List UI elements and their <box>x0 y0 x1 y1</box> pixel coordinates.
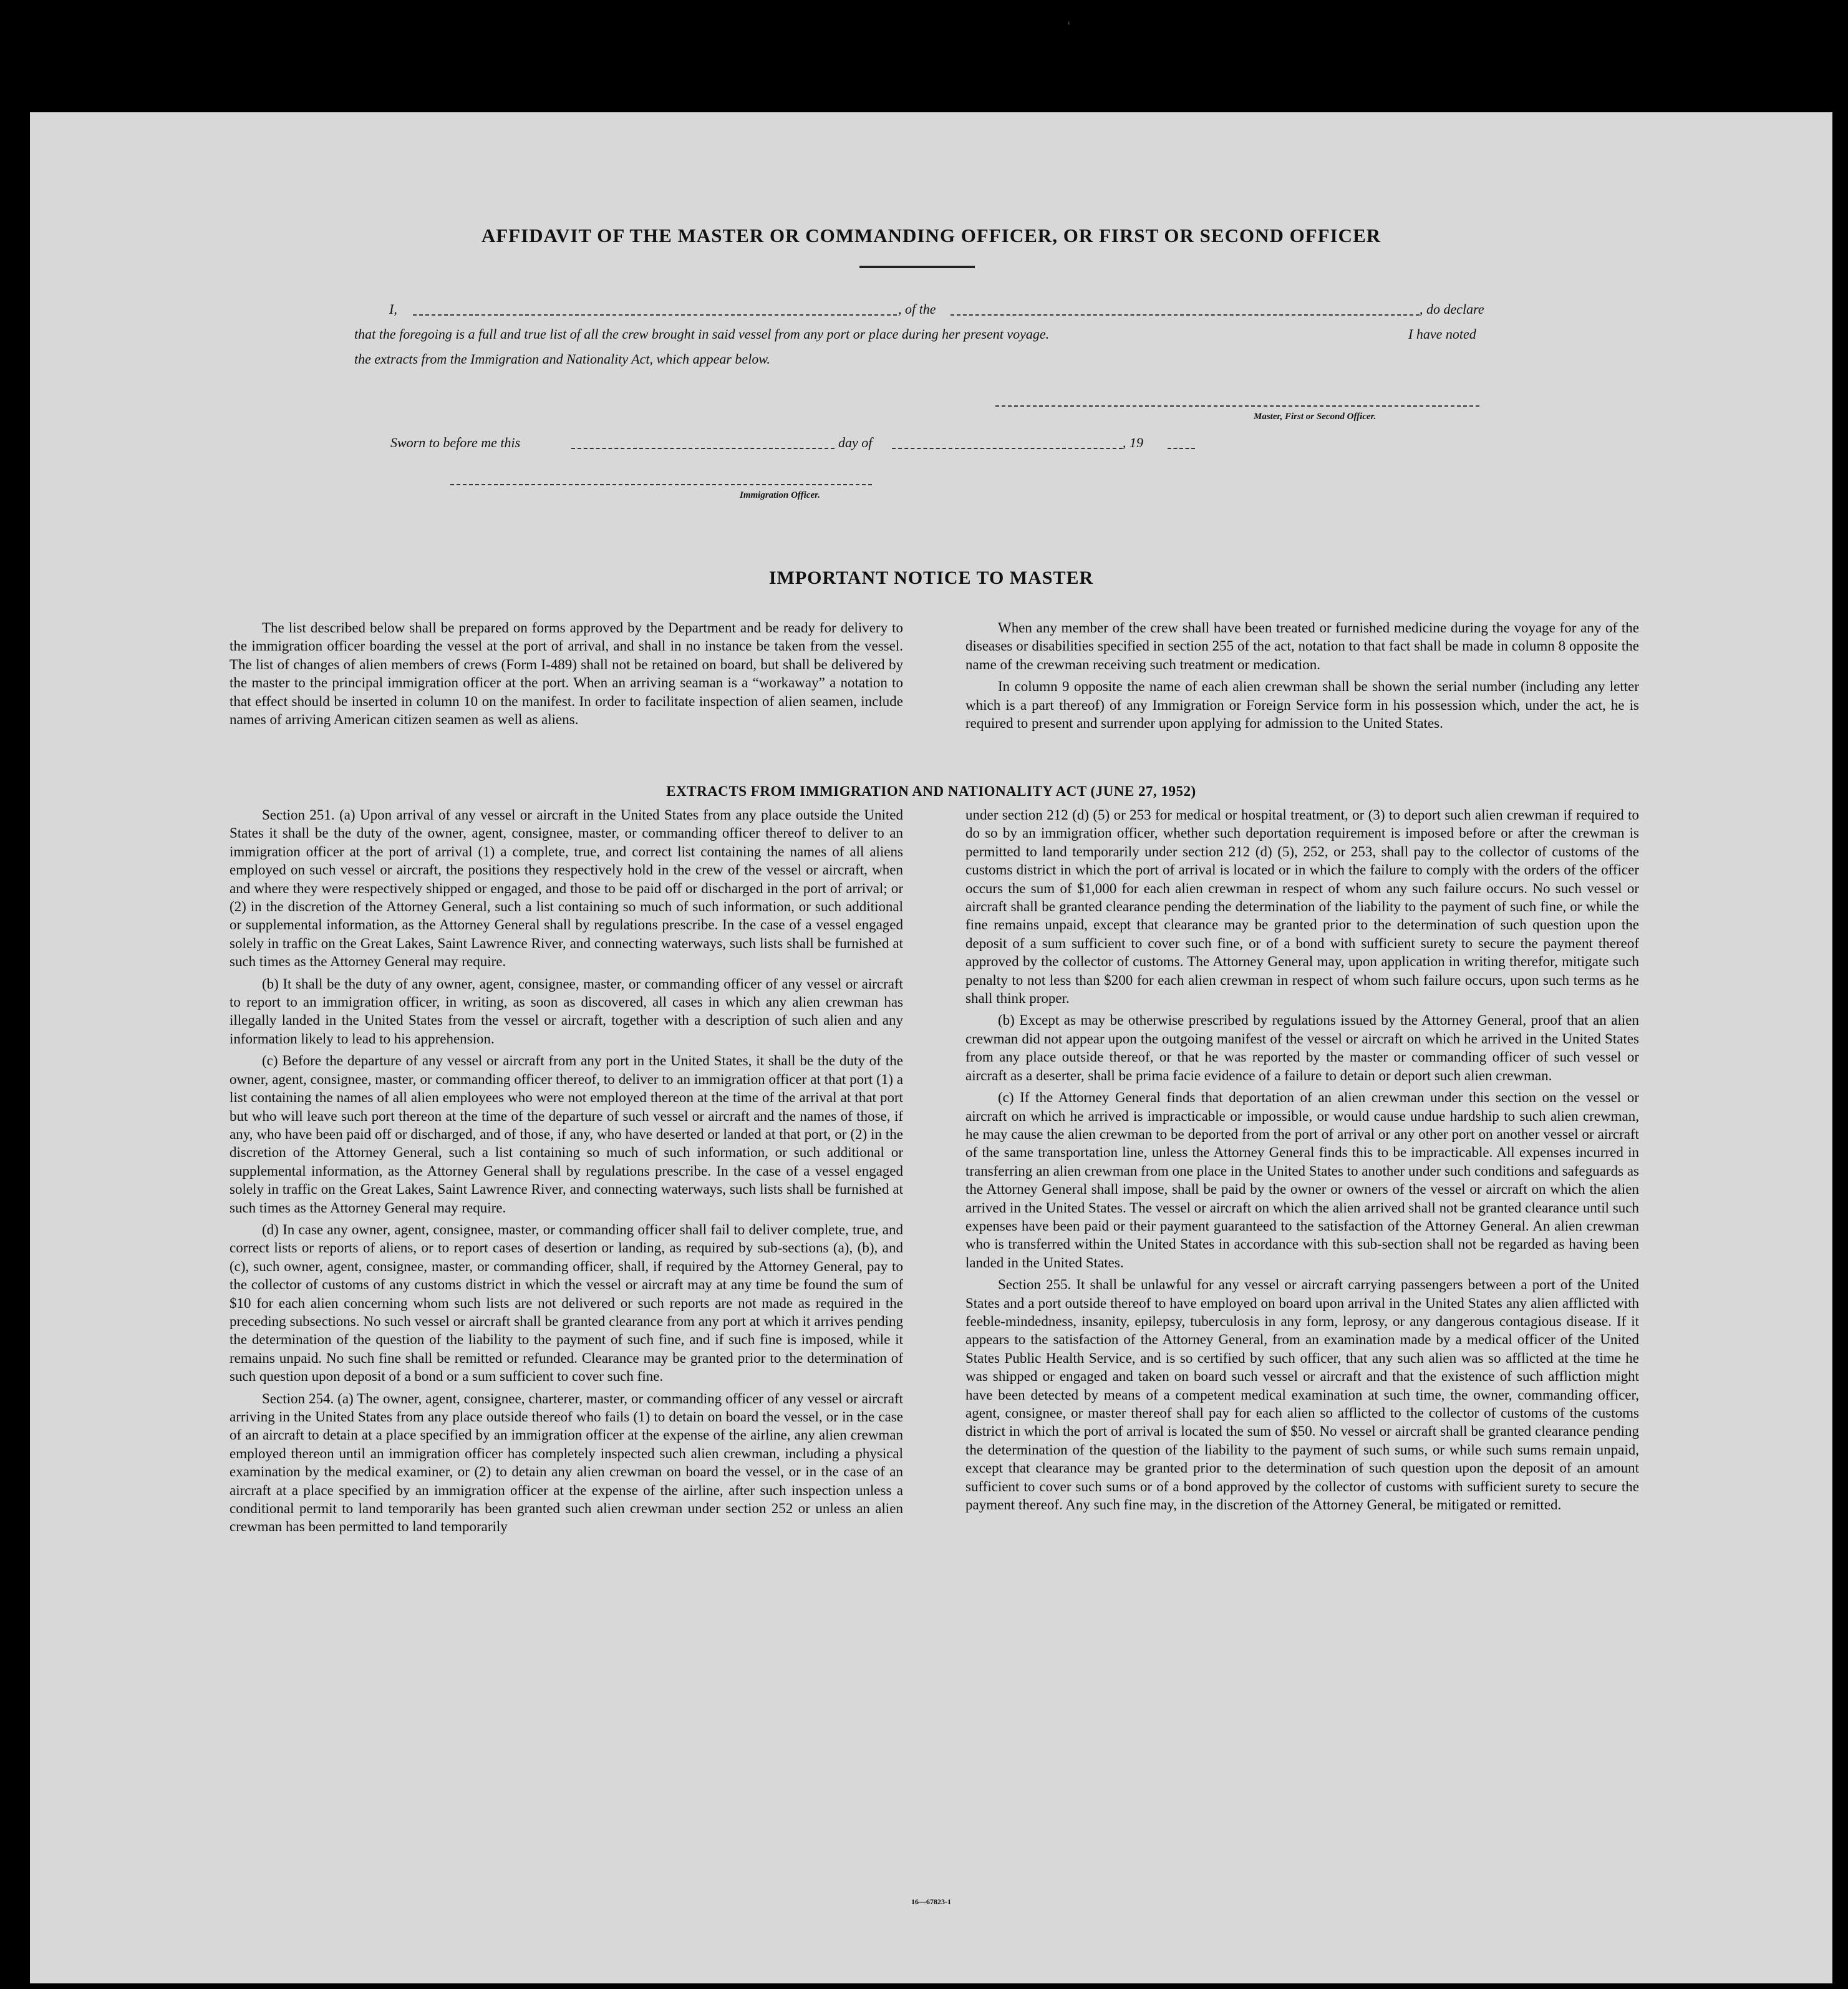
sworn-year-blank <box>1168 448 1195 449</box>
year-label: , 19 <box>1123 435 1143 450</box>
master-signature-line <box>995 405 1479 407</box>
extract-paragraph: Section 251. (a) Upon arrival of any vessel or aircraft in the United States from any place outside the United States it shall be the duty of the owner, agent, consignee, master, or commanding officer thereof to deliver to an immigration officer at the port of arrival (1) a complete, true, and correct list containing the names of all aliens employed on such vessel or aircraft, the positions they respectively hold in the crew of the vessel or aircraft, when and where they were respectively shipped or engaged, and those to be paid off or discharged in the port of arrival; or (2) in the discretion of the Attorney General, such a list containing so much of such information, or such additional or supplemental information, as the Attorney General shall by regulations prescribe. In the case of a vessel engaged solely in traffic on the Great Lakes, Saint Lawrence River, and connecting waterways, such lists shall be furnished at such times as the Attorney General may require. <box>230 807 903 970</box>
affidavit-declare-label: , do declare <box>1420 301 1484 317</box>
extract-paragraph: (c) If the Attorney General finds that deportation of an alien crewman under this section on the vessel or aircraft on which he arrived is impracticable or impossible, or would cause undue hardship to such alien crewman, he may cause the alien crewman to be deported from the port of arrival or any other port on another vessel or aircraft of the same transportation line, unless the Attorney General finds this to be impracticable. All expenses incurred in transferring an alien crewman from one place in the United States to another under such conditions and safeguards as the Attorney General shall impose, shall be paid by the owner or owners of the vessel or aircraft on which the alien arrived in the United States. The vessel or aircraft on which the alien arrived shall not be granted clearance until such expenses have been paid or their payment guaranteed to the satisfaction of the Attorney General. An alien crewman who is transferred within the United States in accordance with this sub-section shall not be regarded as having been landed in the United States. <box>965 1090 1639 1270</box>
notice-paragraph: The list described below shall be prepared on forms approved by the Department and be ready for delivery to the immigration officer boarding the vessel at the port of arrival, and shall in no instance be taken from the vessel. The list of changes of alien members of crews (Form I-489) shall not be retained on board, but shall be delivered by the master to the principal immigration officer at the port. When an arriving seaman is a “workaway” a notation to that effect should be inserted in column 10 on the manifest. In order to facilitate inspection of alien seamen, include names of arriving American citizen seamen as well as aliens. <box>230 620 903 728</box>
immigration-officer-label: Immigration Officer. <box>740 490 820 500</box>
affidavit-statement: that the foregoing is a full and true list of all the crew brought in said vessel from any port or place during her present voyage. <box>354 326 1050 342</box>
affidavit-i-label: I, <box>389 301 397 317</box>
sworn-day-blank <box>571 448 835 449</box>
extracts-left-column <box>230 806 903 1540</box>
scan-speck <box>1068 21 1070 25</box>
affidavit-noted: I have noted <box>1408 326 1476 342</box>
vessel-name-blank <box>951 314 1420 316</box>
extracts-title: EXTRACTS FROM IMMIGRATION AND NATIONALITY ACT (JUNE 27, 1952) <box>666 783 1196 799</box>
sworn-month-blank <box>892 448 1123 449</box>
master-signature-label: Master, First or Second Officer. <box>1254 412 1376 422</box>
form-code: 16—67823-1 <box>911 1897 951 1906</box>
affidavit-title: AFFIDAVIT OF THE MASTER OR COMMANDING OFFICER, OR FIRST OR SECOND OFFICER <box>481 225 1381 246</box>
extract-paragraph: Section 255. It shall be unlawful for any vessel or aircraft carrying passengers between a port of the United States and a port outside thereof to have employed on board upon arrival in the United States any alien afflicted with feeble-mindedness, insanity, epilepsy, tuberculosis in any form, leprosy, or any dangerous contagious disease. If it appears to the satisfaction of the Attorney General, from an examination made by a medical officer of the United States Public Health Service, and is so certified by such officer, that any such alien was so afflicted at the time he was shipped or engaged and taken on board such vessel or aircraft and that the existence of such affliction might have been detected by means of a competent medical examination at such time, the owner, commanding officer, agent, consignee, or master thereof shall pay for each alien so afflicted to the collector of customs of the customs district in which the port of arrival is located the sum of $50. No vessel or aircraft shall be granted clearance pending the determination of the question of the liability to the payment of such sums, or while such sums remain unpaid, except that clearance may be granted prior to the determination of such question upon the deposit of an amount sufficient to cover such sums or of a bond approved by the collector of customs with sufficient surety to secure the payment thereof. Any such fine may, in the discretion of the Attorney General, be mitigated or remitted. <box>965 1277 1639 1513</box>
extract-paragraph: under section 212 (d) (5) or 253 for medical or hospital treatment, or (3) to deport such alien crewman if required to do so by an immigration officer, whether such deportation requirement is imposed before or after the crewman is permitted to land temporarily under section 212 (d) (5), 252, or 253, shall pay to the collector of customs of the customs district in which the port of arrival is located or in which the failure to comply with the orders of the officer occurs the sum of $1,000 for each alien crewman in respect of whom any such failure occurs. No such vessel or aircraft shall be granted clearance pending the determination of the liability to the payment of such fine, or while the fine remains unpaid, except that clearance may be granted prior to the determination of such question upon the deposit of a sum sufficient to cover such fine, or of a bond with sufficient surety to secure the payment thereof approved by the collector of customs. The Attorney General may, upon application in writing therefor, mitigate such penalty to not less than $200 for each alien crewman in respect of whom such failure occurs, upon such terms as he shall think proper. <box>965 807 1639 1007</box>
affidavit-extracts-line: the extracts from the Immigration and Nationality Act, which appear below. <box>354 351 770 367</box>
extract-paragraph: Section 254. (a) The owner, agent, consignee, charterer, master, or commanding officer of any vessel or aircraft arriving in the United States from any place outside thereof who fails (1) to detain on board the vessel, or in the case of an aircraft to detain at a place specified by an immigration officer at the expense of the airline, any alien crewman employed thereon until an immigration officer has completely inspected such alien crewman, including a physical examination by the medical examiner, or (2) to detain any alien crewman on board the vessel, or in the case of an aircraft at a place specified by an immigration officer at the expense of the airline, after such inspection unless a conditional permit to land temporarily has been granted such alien crewman under section 252 or unless an alien crewman has been permitted to land temporarily <box>230 1390 903 1535</box>
notice-right-column <box>965 619 1639 736</box>
notice-title: IMPORTANT NOTICE TO MASTER <box>768 568 1094 588</box>
extracts-right-column <box>965 806 1639 1517</box>
title-underline <box>859 266 975 268</box>
immigration-officer-signature-line <box>450 484 872 485</box>
sworn-label: Sworn to before me this <box>390 435 521 450</box>
extract-paragraph: (d) In case any owner, agent, consignee, master, or commanding officer shall fail to deliver complete, true, and correct lists or reports of aliens, or to report cases of desertion or landing, as required by sub-sections (a), (b), and (c), such owner, agent, consignee, master, or commanding officer, shall, if required by the Attorney General, pay to the collector of customs of any customs district in which the vessel or aircraft may at any time be found the sum of $10 for each alien concerning whom such lists are not delivered or such reports are not made as required in the preceding subsections. No such vessel or aircraft shall be granted clearance from any port at which it arrives pending the determination of the question of the liability to the payment of such fine, and if such fine is imposed, while it remains unpaid. No such fine shall be remitted or refunded. Clearance may be granted prior to the determination of such question upon deposit of a bond or a sum sufficient to cover such fine. <box>230 1221 903 1385</box>
notice-paragraph: When any member of the crew shall have been treated or furnished medicine during the voyage for any of the diseases or disabilities specified in section 255 of the act, notation to that fact shall be made in column 8 opposite the name of the crewman receiving such treatment or medication. <box>965 620 1639 672</box>
notice-left-column <box>230 619 903 732</box>
extract-paragraph: (b) Except as may be otherwise prescribed by regulations issued by the Attorney General, proof that an alien crewman did not appear upon the outgoing manifest of the vessel or aircraft on which he arrived in the United States from any place outside thereof, or that he was reported by the master or commanding officer of such vessel or aircraft as a deserter, shall be prima facie evidence of a failure to detain or deport such alien crewman. <box>965 1012 1639 1083</box>
officer-name-blank <box>413 314 897 316</box>
notice-paragraph: In column 9 opposite the name of each alien crewman shall be shown the serial number (including any letter which is a part thereof) of any Immigration or Foreign Service form in his possession which, under the act, he is required to present and surrender upon applying for admission to the United States. <box>965 679 1639 732</box>
day-of-label: day of <box>838 435 873 450</box>
extract-paragraph: (c) Before the departure of any vessel or aircraft from any port in the United States, it shall be the duty of the owner, agent, consignee, master, or commanding officer thereof, to deliver to an immigration officer at that port (1) a list containing the names of all alien employees who were not employed thereon at the time of the arrival at that port but who will leave such port thereon at the time of the departure of such vessel or aircraft and the names of those, if any, who have been paid off or discharged, and of those, if any, who have deserted or landed at that port, or (2) in the discretion of the Attorney General, such a list containing so much of such information, or such additional or supplemental information, as the Attorney General shall by regulations prescribe. In the case of a vessel engaged solely in traffic on the Great Lakes, Saint Lawrence River, and connecting waterways, such lists shall be furnished at such times as the Attorney General may require. <box>230 1053 903 1216</box>
affidavit-of-the-label: , of the <box>898 301 936 317</box>
document-page <box>30 112 1832 1983</box>
extract-paragraph: (b) It shall be the duty of any owner, agent, consignee, master, or commanding officer of any vessel or aircraft to report to an immigration officer, in writing, as soon as discovered, all cases in which any alien crewman has illegally landed in the United States from the vessel or aircraft, together with a description of such alien and any information likely to lead to his apprehension. <box>230 975 903 1047</box>
